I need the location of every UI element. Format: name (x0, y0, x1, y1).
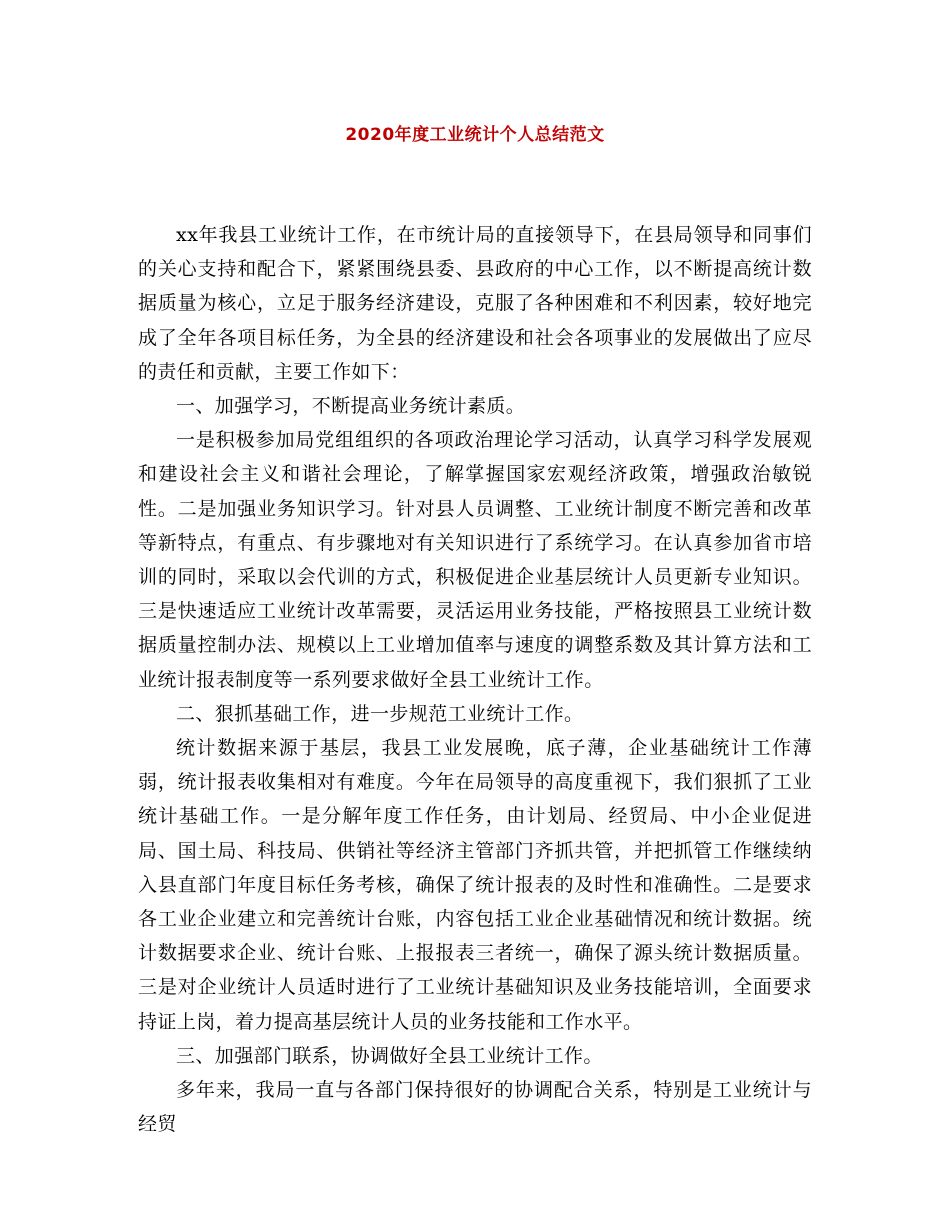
paragraph-intro: xx年我县工业统计工作，在市统计局的直接领导下，在县局领导和同事们的关心支持和配合下，紧紧围绕县委、县政府的中心工作，以不断提高统计数据质量为核心，立足于服务经济建设，克服了各种困难和不利因素，较好地完成了全年各项目标任务，为全县的经济建设和社会各项事业的发展做出了应尽的责任和贡献，主要工作如下： (138, 224, 812, 383)
document-body (138, 218, 812, 1141)
paragraph-section-2: 统计数据来源于基层，我县工业发展晚，底子薄，企业基础统计工作薄弱，统计报表收集相对有难度。今年在局领导的高度重视下，我们狠抓了工业统计基础工作。一是分解年度工作任务，由计划局、经贸局、中小企业促进局、国土局、科技局、供销社等经济主管部门齐抓共管，并把抓管工作继续纳入县直部门年度目标任务考核，确保了统计报表的及时性和准确性。二是要求各工业企业建立和完善统计台账，内容包括工业企业基础情况和统计数据。统计数据要求企业、统计台账、上报报表三者统一，确保了源头统计数据质量。三是对企业统计人员适时进行了工业统计基础知识及业务技能培训，全面要求持证上岗，着力提高基层统计人员的业务技能和工作水平。 (138, 737, 812, 1033)
section-heading-1: 一、加强学习，不断提高业务统计素质。 (176, 395, 526, 418)
paragraph-section-3: 多年来，我局一直与各部门保持很好的协调配合关系，特别是工业统计与经贸 (138, 1079, 812, 1136)
section-heading-3: 三、加强部门联系，协调做好全县工业统计工作。 (176, 1044, 603, 1067)
paragraph-section-1: 一是积极参加局党组组织的各项政治理论学习活动，认真学习科学发展观和建设社会主义和谐社会理论，了解掌握国家宏观经济政策，增强政治敏锐性。二是加强业务知识学习。针对县人员调整、工业统计制度不断完善和改革等新特点，有重点、有步骤地对有关知识进行了系统学习。在认真参加省市培训的同时，采取以会代训的方式，积极促进企业基层统计人员更新专业知识。三是快速适应工业统计改革需要，灵活运用业务技能，严格按照县工业统计数据质量控制办法、规模以上工业增加值率与速度的调整系数及其计算方法和工业统计报表制度等一系列要求做好全县工业统计工作。 (138, 429, 812, 691)
document-title: 2020年度工业统计个人总结范文 (345, 125, 605, 145)
section-heading-2: 二、狠抓基础工作，进一步规范工业统计工作。 (176, 702, 584, 725)
